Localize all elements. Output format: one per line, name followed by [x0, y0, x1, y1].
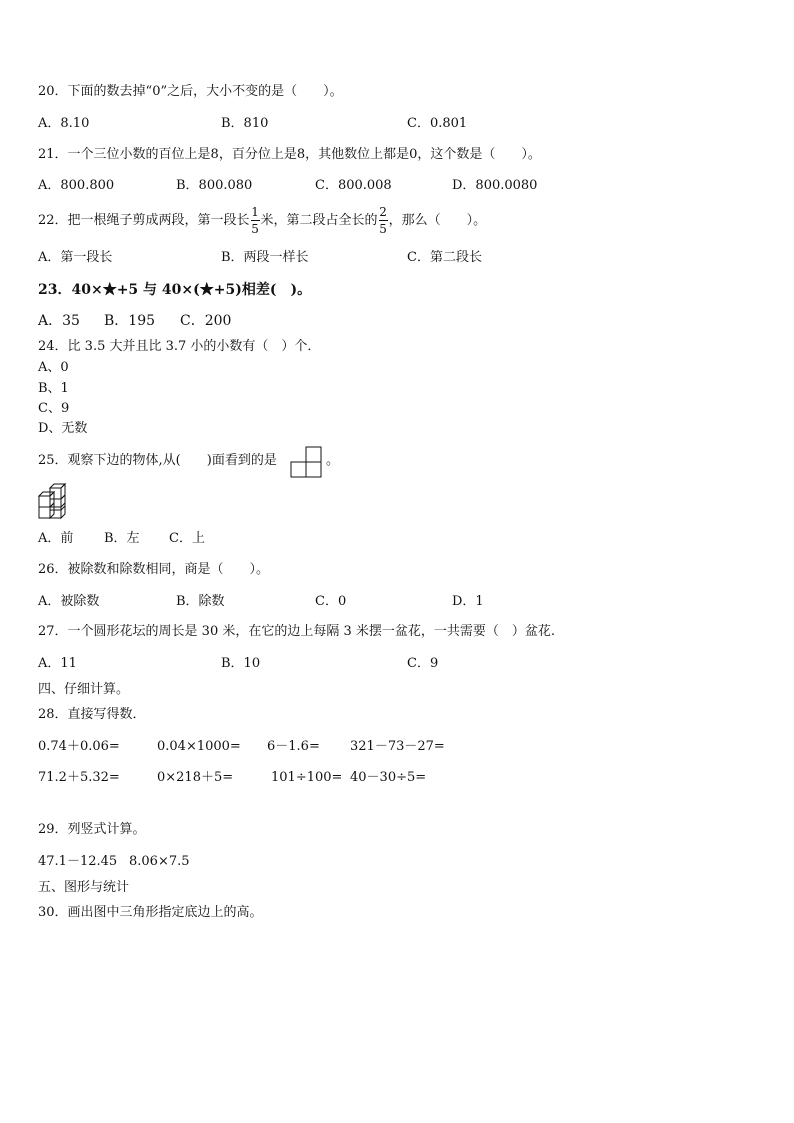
q22-stem-part2: 米，第二段占全长的 — [260, 213, 378, 228]
q24-option-c: C、9 — [38, 401, 70, 416]
question-22-stem — [38, 206, 486, 236]
q28-expression: 71.2＋5.32= — [38, 770, 120, 785]
fraction-denominator: 5 — [379, 222, 387, 236]
question-25-stem — [38, 453, 277, 469]
stacked-cubes-icon — [36, 482, 74, 520]
q26-option-b: B．除数 — [176, 594, 225, 609]
question-20-stem: 20．下面的数去掉“0”之后，大小不变的是（ ）。 — [38, 84, 343, 99]
q27-option-c: C．9 — [407, 656, 439, 671]
q28-expression: 321－73－27= — [350, 739, 445, 754]
question-27-stem: 27．一个圆形花坛的周长是 30 米，在它的边上每隔 3 米摆一盆花，一共需要（ ）盆花. — [38, 624, 556, 639]
q20-option-a: A．8.10 — [38, 116, 90, 131]
q23-option-c: C．200 — [180, 313, 232, 329]
q21-option-a: A．800.800 — [38, 178, 115, 193]
q26-option-d: D．1 — [452, 594, 484, 609]
q26-option-c: C．0 — [315, 594, 347, 609]
section-heading-4: 四、仔细计算。 — [38, 682, 130, 697]
q26-option-a: A．被除数 — [38, 594, 100, 609]
q28-expression: 6－1.6= — [267, 739, 320, 754]
q24-option-a: A、0 — [38, 360, 69, 375]
question-28-stem: 28．直接写得数． — [38, 707, 146, 722]
q21-option-c: C．800.008 — [315, 178, 392, 193]
fraction-numerator: 1 — [251, 205, 259, 219]
q22-stem-part3: ，那么（ ）。 — [388, 213, 487, 228]
q23-option-a: A．35 — [38, 313, 80, 329]
question-21-stem: 21．一个三位小数的百位上是8，百分位上是8，其他数位上都是0，这个数是（ ）。 — [38, 147, 541, 162]
q22-option-c: C．第二段长 — [407, 250, 482, 265]
q27-option-b: B．10 — [221, 656, 261, 671]
fraction-denominator: 5 — [251, 222, 259, 236]
q28-expression: 0×218＋5= — [157, 770, 234, 785]
fraction-two-fifths — [379, 206, 388, 235]
q28-expression: 0.04×1000= — [157, 739, 241, 754]
q29-expression: 8.06×7.5 — [129, 854, 190, 869]
q22-option-a: A．第一段长 — [38, 250, 113, 265]
question-23-stem: 23．40×★+5 与 40×(★+5)相差( )。 — [38, 282, 312, 298]
q25-stem-period: 。 — [326, 453, 340, 468]
q25-stem-part1: 25．观察下边的物体,从( )面看到的是 — [38, 453, 277, 468]
question-26-stem: 26．被除数和除数相同，商是（ ）。 — [38, 562, 270, 577]
q25-option-c: C．上 — [169, 531, 205, 546]
q24-option-b: B、1 — [38, 381, 69, 396]
q20-option-c: C．0.801 — [407, 116, 468, 131]
question-24-stem: 24．比 3.5 大并且比 3.7 小的小数有（ ）个． — [38, 339, 321, 354]
q21-option-d: D．800.0080 — [452, 178, 538, 193]
fraction-one-fifth — [251, 206, 260, 235]
q23-option-b: B．195 — [104, 313, 156, 329]
fraction-numerator: 2 — [379, 205, 387, 219]
question-30-stem: 30．画出图中三角形指定底边上的高。 — [38, 905, 263, 920]
q28-expression: 40－30÷5= — [350, 770, 427, 785]
section-heading-5: 五、图形与统计 — [38, 880, 130, 895]
question-29-stem: 29．列竖式计算。 — [38, 822, 146, 837]
q27-option-a: A．11 — [38, 656, 77, 671]
q25-option-a: A．前 — [38, 531, 74, 546]
q28-expression: 101÷100= — [271, 770, 343, 785]
q28-expression: 0.74＋0.06= — [38, 739, 120, 754]
q24-option-d: D、无数 — [38, 421, 88, 436]
q22-stem-part1: 22．把一根绳子剪成两段，第一段长 — [38, 213, 250, 228]
q29-expression: 47.1－12.45 — [38, 854, 118, 869]
q22-option-b: B．两段一样长 — [221, 250, 309, 265]
q21-option-b: B．800.080 — [176, 178, 253, 193]
q20-option-b: B．810 — [221, 116, 269, 131]
top-view-shape-icon — [290, 446, 324, 478]
q25-option-b: B．左 — [104, 531, 140, 546]
